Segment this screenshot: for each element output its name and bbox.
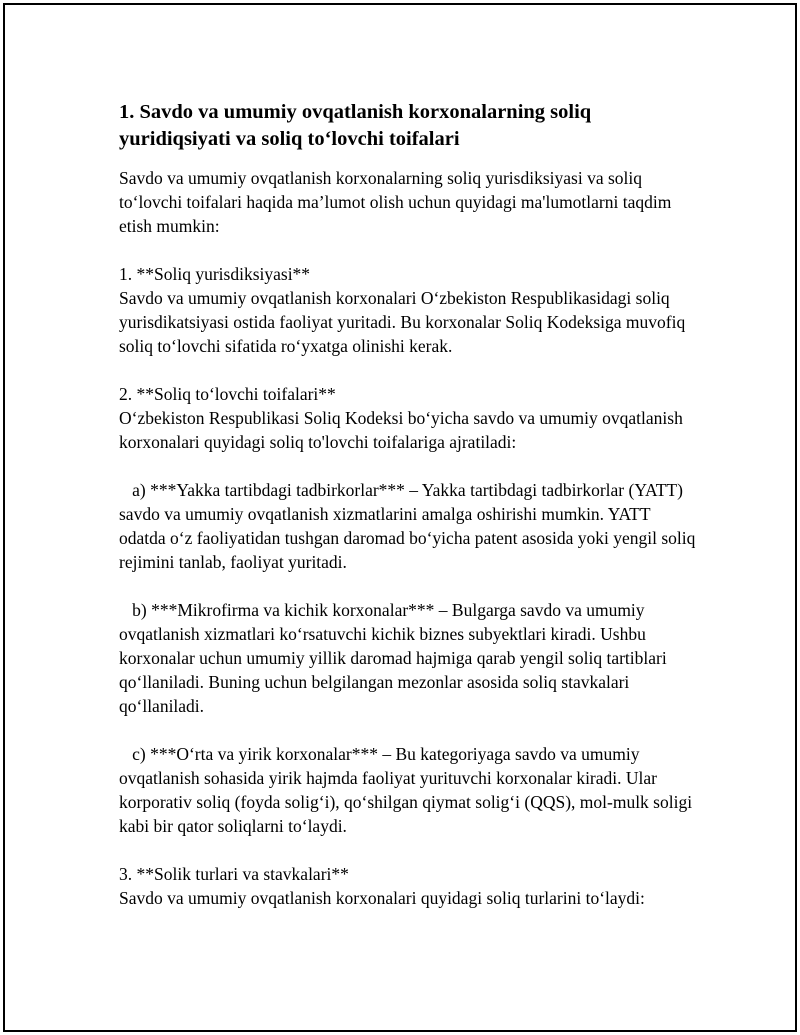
category-c-paragraph: c) ***O‘rta va yirik korxonalar*** – Bu kategoriyaga savdo va umumiy ovqatlanish sohasida yirik hajmda faoliyat yurituvchi korxonalar kiradi. Ular korporativ soliq (foyda solig‘i), qo‘shilgan qiymat solig‘i (QQS), mol-mulk soligi kabi bir qator soliqlarni to‘laydi. (119, 744, 697, 836)
category-b-paragraph: b) ***Mikrofirma va kichik korxonalar*** – Bulgarga savdo va umumiy ovqatlanish xizmatlari ko‘rsatuvchi kichik biznes subyektlari kiradi. Ushbu korxonalar uchun umumiy yillik daromad hajmiga qarab yengil soliq tartiblari qo‘llaniladi. Buning uchun belgilangan mezonlar asosida soliq stavkalari qo‘llaniladi. (119, 600, 672, 716)
tax-types-paragraph: 3. **Solik turlari va stavkalari** Savdo va umumiy ovqatlanish korxonalari quyidagi soliq turlarini to‘laydi: (119, 864, 645, 908)
section-heading: 1. Savdo va umumiy ovqatlanish korxonalarning soliq yuridiqsiyati va soliq to‘lovchi toifalari (119, 101, 592, 150)
intro-paragraph: Savdo va umumiy ovqatlanish korxonalarning soliq yurisdiksiyasi va soliq to‘lovchi toifalari haqida ma’lumot olish uchun quyidagi ma'lumotlarni taqdim etish mumkin: (119, 168, 676, 236)
document-body (119, 99, 699, 910)
document-page (3, 3, 797, 1032)
jurisdiction-paragraph: 1. **Soliq yurisdiksiyasi** Savdo va umumiy ovqatlanish korxonalari O‘zbekiston Respublikasidagi soliq yurisdikatsiyasi ostida faoliyat yuritadi. Bu korxonalar Soliq Kodeksiga muvofiq soliq to‘lovchi sifatida ro‘yxatga olinishi kerak. (119, 264, 686, 356)
taxpayer-categories-paragraph: 2. **Soliq to‘lovchi toifalari** O‘zbekiston Respublikasi Soliq Kodeksi bo‘yicha savdo va umumiy ovqatlanish korxonalari quyidagi soliq to'lovchi toifalariga ajratiladi: (119, 384, 683, 452)
category-a-paragraph: a) ***Yakka tartibdagi tadbirkorlar*** – Yakka tartibdagi tadbirkorlar (YATT) savdo va umumiy ovqatlanish xizmatlarini amalga oshirishi mumkin. YATT odatda o‘z faoliyatidan tushgan daromad bo‘yicha patent asosida yoki yengil soliq rejimini tanlab, faoliyat yuritadi. (119, 480, 700, 572)
